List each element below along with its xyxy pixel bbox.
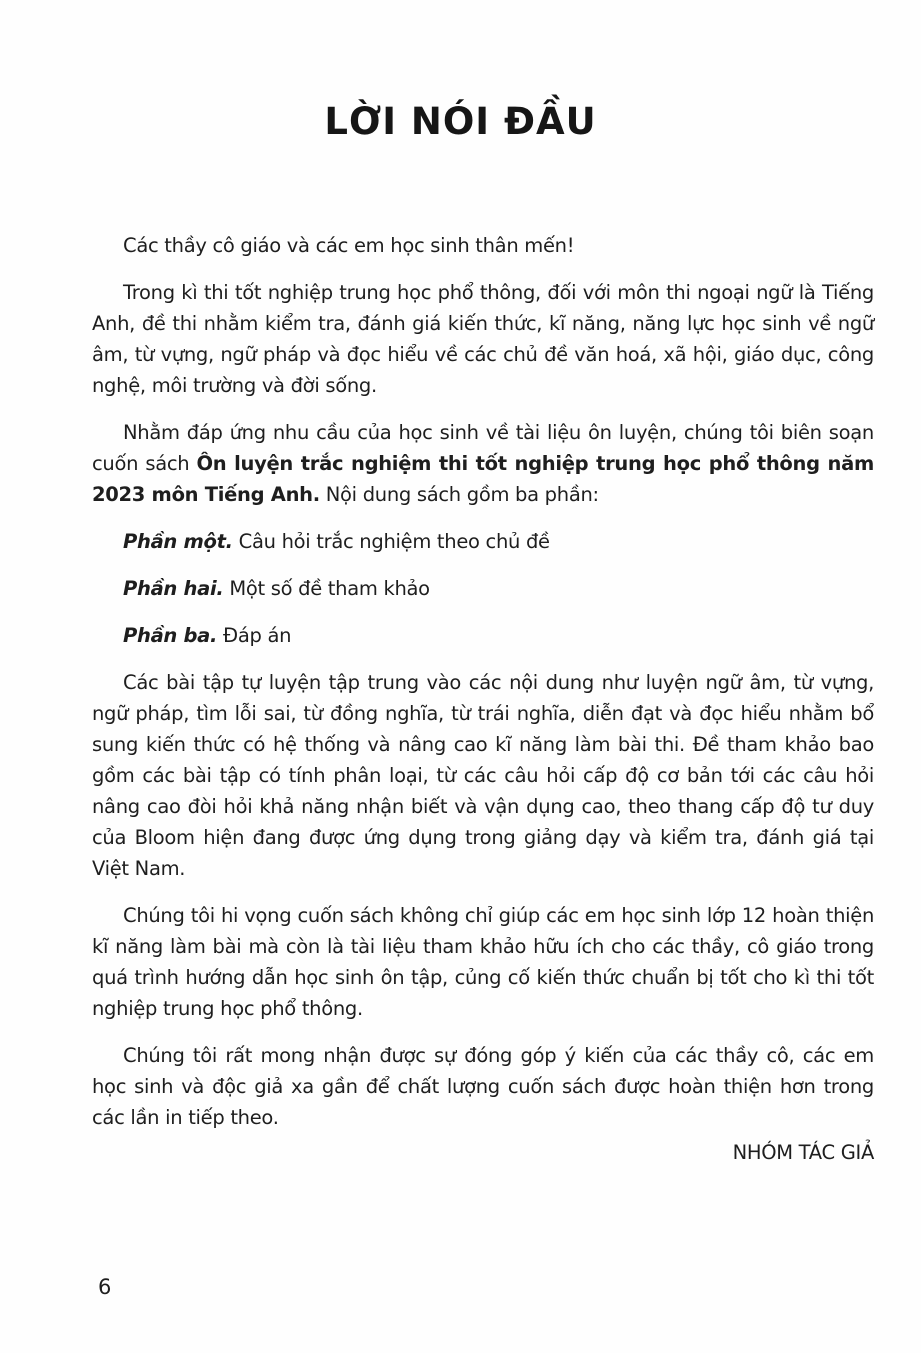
part-text: Một số đề tham khảo	[223, 577, 430, 600]
page-title: LỜI NÓI ĐẦU	[324, 100, 597, 143]
part-item	[92, 573, 874, 604]
part-label: Phần một.	[123, 530, 233, 553]
page-number: 6	[98, 1275, 112, 1299]
greeting-paragraph: Các thầy cô giáo và các em học sinh thân mến!	[123, 234, 575, 257]
purpose-paragraph	[92, 417, 874, 510]
part-label: Phần hai.	[123, 577, 224, 600]
part-item	[92, 526, 874, 557]
book-title: Ôn luyện trắc nghiệm thi tốt nghiệp trung học phổ thông năm 2023 môn Tiếng Anh.	[92, 452, 874, 506]
part-text: Đáp án	[217, 624, 292, 647]
part-item	[92, 620, 874, 651]
purpose-text-after: Nội dung sách gồm ba phần:	[319, 483, 599, 506]
author-signature: NHÓM TÁC GIẢ	[732, 1141, 874, 1164]
part-text: Câu hỏi trắc nghiệm theo chủ đề	[232, 530, 550, 553]
purpose-text-before: Nhằm đáp ứng nhu cầu của học sinh về tài liệu ôn luyện, chúng tôi biên soạn cuốn sách	[92, 421, 874, 475]
intro-paragraph: Trong kì thi tốt nghiệp trung học phổ thông, đối với môn thi ngoại ngữ là Tiếng Anh, đề thi nhằm kiểm tra, đánh giá kiến thức, kĩ năng, năng lực học sinh về ngữ âm, từ vựng, ngữ pháp và đọc hiểu về các chủ đề văn hoá, xã hội, giáo dục, công nghệ, môi trường và đời sống.	[92, 281, 874, 397]
exercises-paragraph: Các bài tập tự luyện tập trung vào các nội dung như luyện ngữ âm, từ vựng, ngữ pháp, tìm lỗi sai, từ đồng nghĩa, từ trái nghĩa, diễn đạt và đọc hiểu nhằm bổ sung kiến thức có hệ thống và nâng cao kĩ năng làm bài thi. Đề tham khảo bao gồm các bài tập có tính phân loại, từ các câu hỏi cấp độ cơ bản tới các câu hỏi nâng cao đòi hỏi khả năng nhận biết và vận dụng cao, theo thang cấp độ tư duy của Bloom hiện đang được ứng dụng trong giảng dạy và kiểm tra, đánh giá tại Việt Nam.	[92, 671, 874, 880]
hope-paragraph: Chúng tôi hi vọng cuốn sách không chỉ giúp các em học sinh lớp 12 hoàn thiện kĩ năng làm bài mà còn là tài liệu tham khảo hữu ích cho các thầy, cô giáo trong quá trình hướng dẫn học sinh ôn tập, củng cố kiến thức chuẩn bị tốt cho kì thi tốt nghiệp trung học phổ thông.	[92, 904, 874, 1020]
part-label: Phần ba.	[123, 624, 218, 647]
preface-body	[92, 230, 874, 1168]
feedback-paragraph: Chúng tôi rất mong nhận được sự đóng góp ý kiến của các thầy cô, các em học sinh và độc giả xa gần để chất lượng cuốn sách được hoàn thiện hơn trong các lần in tiếp theo.	[92, 1044, 874, 1129]
